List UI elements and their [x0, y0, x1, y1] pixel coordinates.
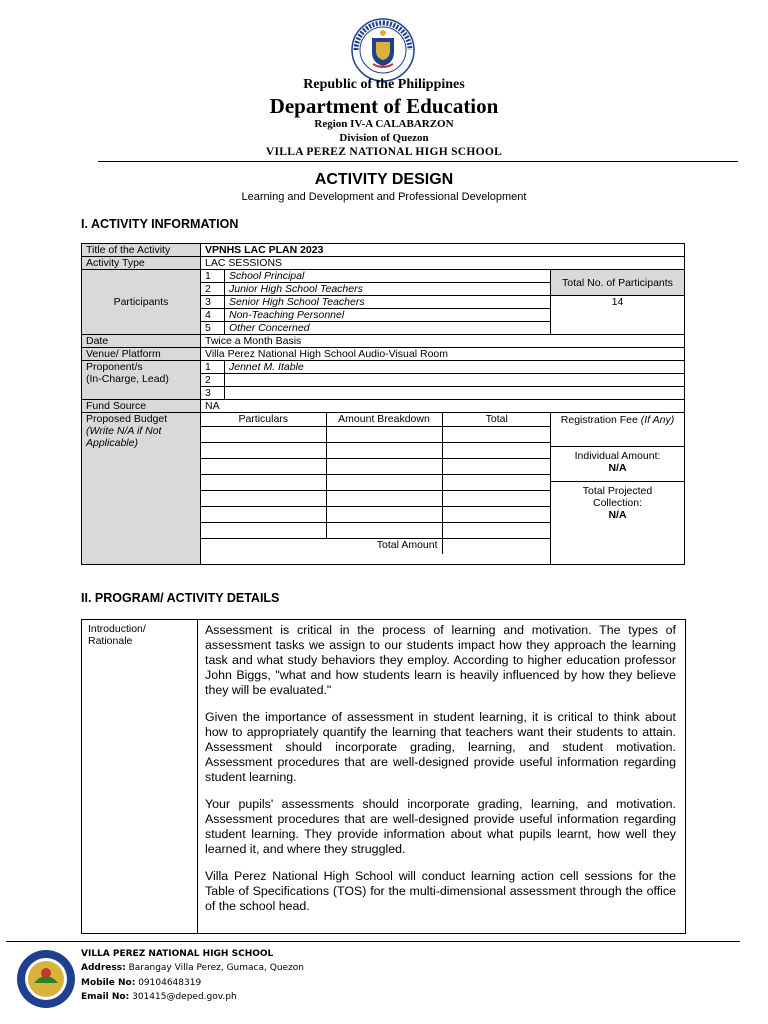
rationale-paragraph: Your pupils' assessments should incorporate grading, learning, and motivation. Assessment procedures that are well-designed provide useful information regarding student learning. They provide information about what pupils learnt, how well they learned it, and where they struggled.	[205, 797, 676, 856]
participant-name: Senior High School Teachers	[225, 296, 551, 309]
participant-no: 1	[201, 270, 225, 283]
participant-no: 4	[201, 309, 225, 322]
budget-row	[201, 491, 551, 507]
footer-address-value: Barangay Villa Perez, Gumaca, Quezon	[128, 963, 304, 973]
proposed-budget-label	[82, 413, 201, 565]
participant-no: 5	[201, 322, 225, 335]
section-program-details: II. PROGRAM/ ACTIVITY DETAILS	[81, 591, 280, 605]
proponent-name	[225, 374, 685, 387]
region-heading: Region IV-A CALABARZON	[314, 118, 454, 130]
participants-label: Participants	[82, 270, 201, 335]
proponent-label	[82, 361, 201, 400]
proponent-name	[225, 387, 685, 400]
budget-breakdown-cell	[201, 413, 551, 565]
document-subtitle: Learning and Development and Professional Development	[241, 191, 527, 203]
venue-value: Villa Perez National High School Audio-Visual Room	[201, 348, 685, 361]
registration-fee-cell	[551, 413, 685, 565]
title-label: Title of the Activity	[82, 244, 201, 257]
footer-divider	[6, 941, 740, 942]
registration-fee-label: Registration Fee	[560, 414, 638, 426]
activity-type-value: LAC SESSIONS	[201, 257, 685, 270]
document-title: ACTIVITY DESIGN	[314, 171, 454, 188]
intro-label-line2: Rationale	[88, 635, 133, 647]
republic-heading: Republic of the Philippines	[303, 77, 465, 92]
school-heading: VILLA PEREZ NATIONAL HIGH SCHOOL	[265, 146, 503, 158]
footer-address	[81, 961, 304, 975]
budget-row	[201, 523, 551, 539]
participant-name: Junior High School Teachers	[225, 283, 551, 296]
budget-row	[201, 475, 551, 491]
date-value: Twice a Month Basis	[201, 335, 685, 348]
total-amount-label: Total Amount	[201, 539, 442, 555]
budget-row	[201, 507, 551, 523]
section-activity-information: I. ACTIVITY INFORMATION	[81, 217, 239, 231]
footer-address-label: Address:	[81, 963, 126, 973]
budget-header-total: Total	[442, 413, 551, 427]
rationale-paragraph: Assessment is critical in the process of learning and motivation. The types of assessment tasks we assign to our students impact how they approach the learning task and what study behaviors they employ. According to higher education professor John Biggs, "what and how students learn is heavily influenced by how they believe they will be evaluated."	[205, 623, 676, 697]
footer-mobile	[81, 976, 201, 990]
footer-email-label: Email No:	[81, 992, 130, 1002]
footer-mobile-label: Mobile No:	[81, 978, 136, 988]
budget-row	[201, 459, 551, 475]
individual-amount-label: Individual Amount:	[574, 450, 661, 462]
venue-label: Venue/ Platform	[82, 348, 201, 361]
fund-source-value: NA	[201, 400, 685, 413]
participant-no: 2	[201, 283, 225, 296]
footer-mobile-value: 09104648319	[138, 978, 202, 988]
proponent-label-line2: (In-Charge, Lead)	[86, 373, 169, 385]
rationale-paragraph: Villa Perez National High School will conduct learning action cell sessions for the Table of Specifications (TOS) for the multi-dimensional assessment through the office of the school head.	[205, 869, 676, 913]
department-heading: Department of Education	[269, 94, 499, 118]
footer-school-name: VILLA PEREZ NATIONAL HIGH SCHOOL	[81, 949, 274, 959]
total-participants-value: 14	[551, 296, 685, 335]
proponent-no: 3	[201, 387, 225, 400]
proponent-label-line1: Proponent/s	[86, 361, 143, 373]
participant-name: Other Concerned	[225, 322, 551, 335]
proposed-budget-note: (Write N/A if Not Applicable)	[86, 425, 162, 449]
activity-info-table	[81, 243, 685, 565]
projected-collection-value: N/A	[608, 509, 627, 521]
fund-source-label: Fund Source	[82, 400, 201, 413]
school-seal-logo	[16, 949, 76, 1009]
program-details-box	[81, 619, 686, 934]
individual-amount-value: N/A	[608, 462, 627, 474]
date-label: Date	[82, 335, 201, 348]
header-divider	[98, 161, 738, 162]
participant-no: 3	[201, 296, 225, 309]
total-amount-value	[442, 539, 551, 555]
budget-breakdown-table	[201, 413, 551, 554]
participant-name: School Principal	[225, 270, 551, 283]
footer-email-value: 301415@deped.gov.ph	[132, 992, 237, 1002]
registration-fee-note: (If Any)	[640, 414, 675, 426]
introduction-rationale-label	[82, 620, 198, 933]
proponent-no: 1	[201, 361, 225, 374]
rationale-text	[205, 623, 676, 926]
proponent-name: Jennet M. Itable	[225, 361, 685, 374]
division-heading: Division of Quezon	[339, 132, 429, 144]
footer-email	[81, 990, 237, 1004]
intro-label-line1: Introduction/	[88, 623, 146, 635]
title-value: VPNHS LAC PLAN 2023	[201, 244, 685, 257]
proponent-no: 2	[201, 374, 225, 387]
projected-collection-label: Total Projected Collection:	[582, 485, 653, 509]
budget-header-amount: Amount Breakdown	[326, 413, 442, 427]
individual-amount-block	[551, 447, 684, 482]
rationale-paragraph: Given the importance of assessment in student learning, it is critical to think about how to appropriately quantify the learning that teachers want their students to attain. Assessment should incorporate grading, learning, and student motivation. Assessment procedures that are well-designed provide useful information regarding student learning.	[205, 710, 676, 784]
budget-row	[201, 427, 551, 443]
budget-header-particulars: Particulars	[201, 413, 326, 427]
participant-name: Non-Teaching Personnel	[225, 309, 551, 322]
deped-seal-logo	[351, 18, 415, 82]
proposed-budget-title: Proposed Budget	[86, 413, 168, 425]
projected-collection-block	[551, 482, 684, 521]
total-participants-label: Total No. of Participants	[551, 270, 685, 296]
registration-fee-header	[551, 413, 684, 447]
budget-row	[201, 443, 551, 459]
activity-type-label: Activity Type	[82, 257, 201, 270]
